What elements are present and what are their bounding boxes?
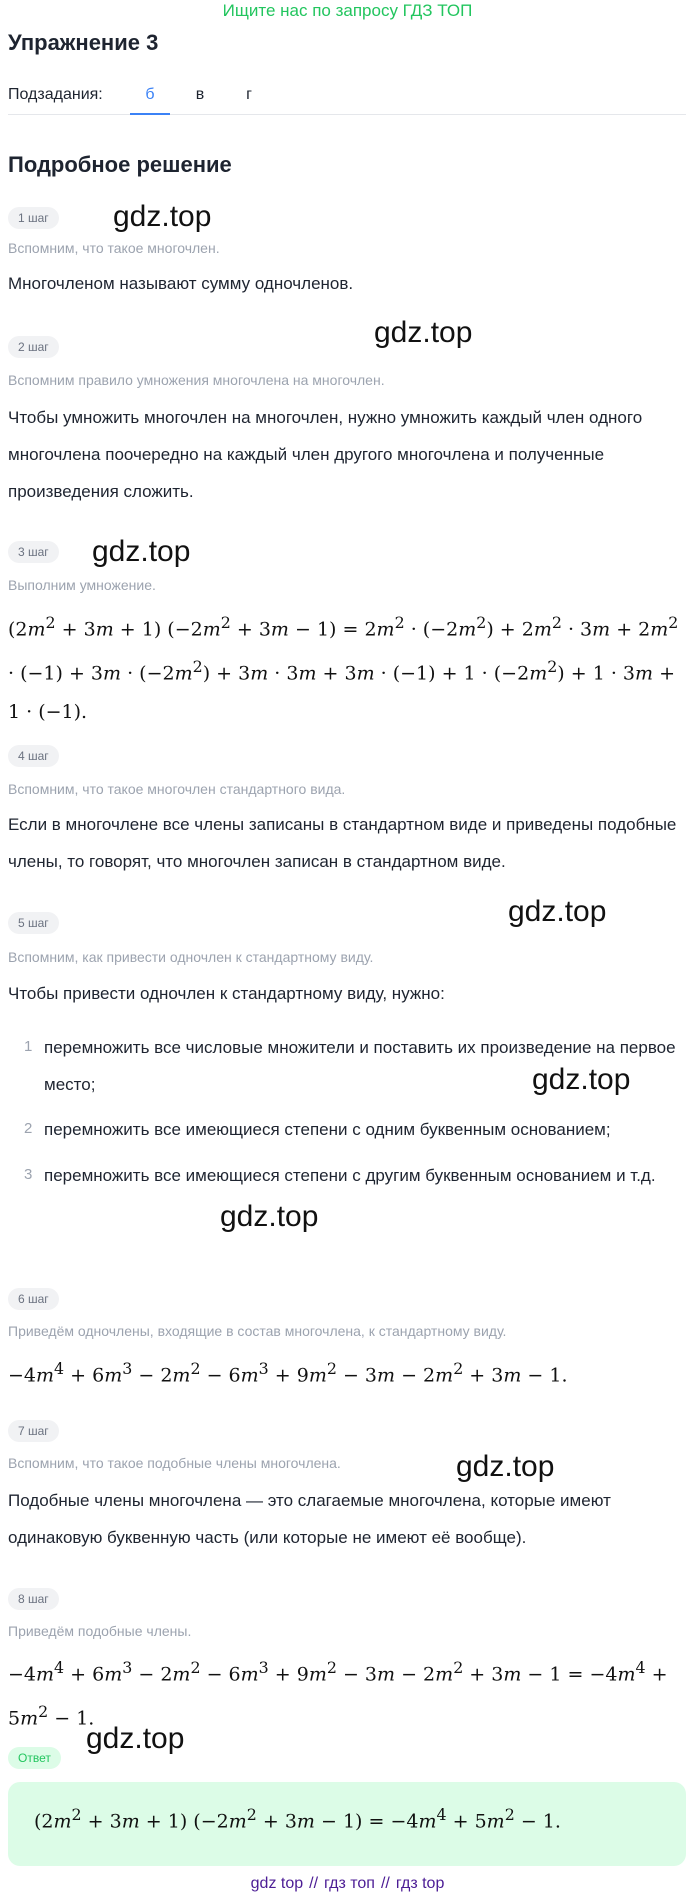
step-text: Многочленом называют сумму одночленов.	[8, 274, 354, 293]
subtask-tab-v[interactable]: в	[195, 86, 205, 103]
step-badge: 6 шаг	[8, 1288, 59, 1310]
watermark: gdz.top	[456, 1450, 555, 1483]
answer-formula: $(2m^2 + 3m + 1) (-2m^2 + 3m - 1) = -4m^4 + 5m^2 - 1$.	[34, 1805, 561, 1833]
step-text: Чтобы умножить многочлен на многочлен, нужно умножить каждый член одного многочлена поочередно на каждый член другого многочлена и полученные произведения сложить.	[8, 408, 643, 501]
step-hint: Вспомним правило умножения многочлена на многочлен.	[8, 372, 385, 388]
standard-form-formula: $-4m^4 + 6m^3 - 2m^2 - 6m^3 + 9m^2 - 3m - 2m^2 + 3m - 1$.	[8, 1359, 568, 1387]
step-text: Подобные члены многочлена — это слагаемые многочлена, которые имеют одинаковую буквенную часть (или которые не имеют её вообще).	[8, 1491, 611, 1547]
footer-link-gdz-top-mixed[interactable]: гдз top	[395, 1875, 445, 1892]
step-text: Чтобы привести одночлен к стандартному виду, нужно:	[8, 984, 445, 1003]
watermark: gdz.top	[86, 1722, 185, 1755]
step-hint: Вспомним, как привести одночлен к стандартному виду.	[8, 949, 374, 965]
answer-badge: Ответ	[8, 1747, 61, 1769]
step-badge: 2 шаг	[8, 336, 59, 358]
step-text: Если в многочлене все члены записаны в стандартном виде и приведены подобные члены, то говорят, что многочлен записан в стандартном виде.	[8, 815, 677, 871]
list-number: 2	[24, 1120, 33, 1137]
multiplication-formula: $(2m^2 + 3m + 1) (-2m^2 + 3m - 1) = 2m^2 \cdot (-2m^2) + 2m^2 \cdot 3m + 2m^2 \cdot (-1) + 3m \cdot (-2m^2) + 3m \cdot 3m + 3m \cdot (-1) + 1 \cdot (-2m^2) + 1 \cdot 3m + 1 \cdot (-1)$.	[8, 613, 679, 723]
subtask-tab-b[interactable]: б	[145, 86, 155, 103]
search-banner: Ищите нас по запросу ГДЗ ТОП	[222, 1, 473, 20]
active-tab-indicator	[130, 113, 170, 115]
watermark: gdz.top	[113, 200, 212, 233]
watermark: gdz.top	[374, 316, 473, 349]
list-item: перемножить все имеющиеся степени с одним буквенным основанием;	[44, 1120, 611, 1139]
subtasks-divider	[8, 114, 686, 115]
step-badge: 3 шаг	[8, 541, 59, 563]
list-number: 3	[24, 1166, 33, 1183]
footer-separator: //	[380, 1875, 390, 1892]
footer-separator: //	[309, 1875, 319, 1892]
step-hint: Приведём подобные члены.	[8, 1623, 192, 1639]
watermark: gdz.top	[508, 895, 607, 928]
step-badge: 7 шаг	[8, 1420, 59, 1442]
like-terms-formula: $-4m^4 + 6m^3 - 2m^2 - 6m^3 + 9m^2 - 3m - 2m^2 + 3m - 1 = -4m^4 + 5m^2 - 1$.	[8, 1658, 668, 1730]
footer-link-gdz-top-ru[interactable]: гдз топ	[324, 1875, 375, 1892]
list-item: перемножить все числовые множители и поставить их произведение на первое место;	[44, 1038, 676, 1094]
list-number: 1	[24, 1038, 33, 1055]
step-badge: 8 шаг	[8, 1588, 59, 1610]
step-hint: Выполним умножение.	[8, 577, 156, 593]
page-title: Упражнение 3	[8, 30, 159, 55]
step-hint: Приведём одночлены, входящие в состав многочлена, к стандартному виду.	[8, 1323, 507, 1339]
watermark: gdz.top	[532, 1063, 631, 1096]
watermark: gdz.top	[220, 1200, 319, 1233]
subtasks-label: Подзадания:	[8, 86, 103, 103]
list-item: перемножить все имеющиеся степени с другим буквенным основанием и т.д.	[44, 1166, 656, 1185]
step-badge: 1 шаг	[8, 207, 59, 229]
subtask-tab-g[interactable]: г	[246, 86, 252, 103]
watermark: gdz.top	[92, 535, 191, 568]
footer-link-gdz-top[interactable]: gdz top	[250, 1875, 304, 1892]
step-badge: 4 шаг	[8, 745, 59, 767]
solution-heading: Подробное решение	[8, 152, 232, 177]
step-hint: Вспомним, что такое многочлен.	[8, 240, 220, 256]
step-badge: 5 шаг	[8, 912, 59, 934]
step-hint: Вспомним, что такое многочлен стандартного вида.	[8, 781, 346, 797]
footer-links	[0, 1875, 695, 1893]
step-hint: Вспомним, что такое подобные члены многочлена.	[8, 1455, 341, 1471]
